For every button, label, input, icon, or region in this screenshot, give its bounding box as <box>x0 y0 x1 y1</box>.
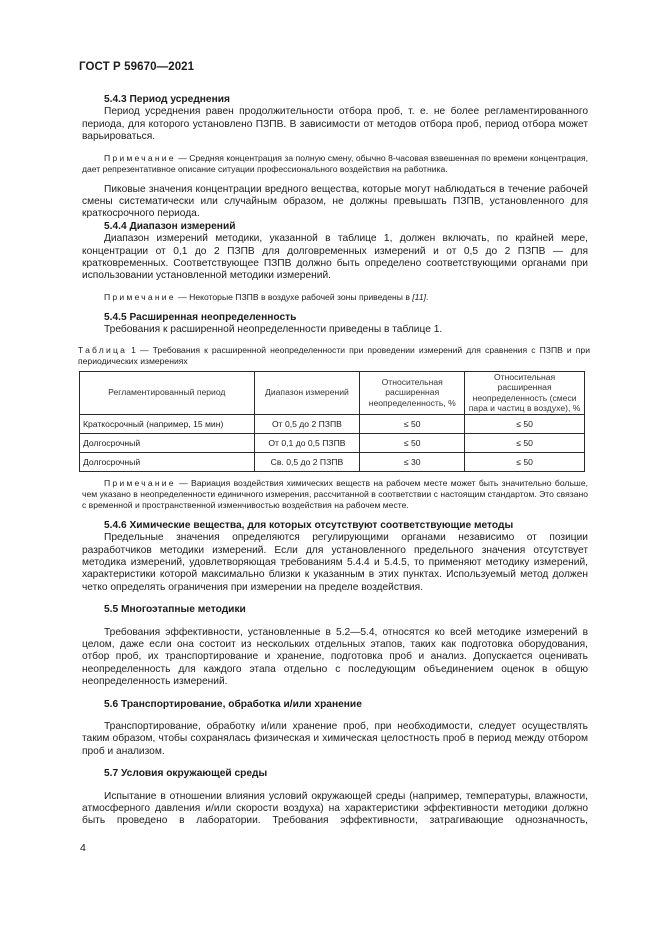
note-text: — Вариация воздействия химических веществ на рабочем месте может быть значительно больше, чем указано в неопределенности единичного измерения, рассчитанной в соответствии с настоящим стандартом. Это связано с временной и пространственной изменчивостью воздействия на рабочем месте. <box>82 477 588 510</box>
page-content <box>78 94 590 828</box>
section-5-4-3-paragraph-1: Период усреднения равен продолжительности отбора проб, т. е. не более регламентированного периода, для которого установлено ПЗПВ. В зависимости от методов отбора проб, период отбора может варьироваться. <box>82 106 588 143</box>
table-cell: ≤ 50 <box>465 433 585 452</box>
uncertainty-requirements-table <box>79 371 585 472</box>
table-row <box>80 433 585 452</box>
table-cell: ≤ 50 <box>360 414 465 433</box>
section-5-4-3-title: 5.4.3 Период усреднения <box>104 94 230 105</box>
note-label: Примечание <box>104 291 176 302</box>
section-5-4-4-paragraph-1: Диапазон измерений методики, указанной в таблице 1, должен включать, по крайней мере, концентрации от 0,1 до 2 ПЗПВ для долговременных измерений и от 0,5 до 2 ПЗПВ — для кратковременных. Соответствующее ПЗПВ должно быть определено соответствующими органами при использовании установленной методики измерений. <box>82 233 588 282</box>
section-5-4-4-note <box>82 292 588 303</box>
section-5-4-5-title: 5.4.5 Расширенная неопределенность <box>104 311 297 323</box>
section-5-4-3-note <box>82 153 588 175</box>
table-caption-label: Таблица <box>78 344 128 355</box>
table-cell: ≤ 50 <box>465 414 585 433</box>
table-row <box>80 414 585 433</box>
table-header-row <box>80 371 585 414</box>
section-5-5-paragraph-1: Требования эффективности, установленные в 5.2—5.4, относятся ко всей методике измерений в целом, даже если она состоит из нескольких отдельных этапов, таких как подготовка оборудования, отбор проб, их транспортирование и хранение, подготовка проб и анализ. Допускается оценивать неопределенность для каждого этапа отдельно с последующим объединением оценок в общую неопределенность измерений. <box>82 626 588 688</box>
table-cell: ≤ 30 <box>360 452 465 471</box>
section-5-4-4-title: 5.4.4 Диапазон измерений <box>104 220 236 232</box>
table-cell: ≤ 50 <box>465 452 585 471</box>
column-header-period: Регламентированный период <box>80 371 255 414</box>
table-cell: ≤ 50 <box>360 433 465 452</box>
section-5-7-title: 5.7 Условия окружающей среды <box>104 768 268 780</box>
note-label: Примечание <box>104 477 176 488</box>
table-cell: Долгосрочный <box>80 433 255 452</box>
note-label: Примечание <box>104 152 176 163</box>
column-header-range: Диапазон измерений <box>254 371 360 414</box>
table-row <box>80 452 585 471</box>
section-5-7-paragraph-1: Испытание в отношении влияния условий окружающей среды (например, температуры, влажности, атмосферного давления и/или скорости воздуха) на характеристики эффективности методики должно быть проведено в лаборатории. Требования эффективности, затрагивающие однозначность, <box>82 790 588 827</box>
note-text: — Некоторые ПЗПВ в воздухе рабочей зоны приведены в <box>175 291 413 302</box>
document-code: ГОСТ Р 59670—2021 <box>79 61 195 73</box>
reference-link: [11] <box>412 291 426 302</box>
section-5-4-6-paragraph-1: Предельные значения определяются регулирующими органами независимо от позиции разработчиков методики измерений. Если для установленного предельного значения отсутствует методика измерений, удовлетворяющая требованиям 5.4.4 и 5.4.5, то применяют методику измерений, характеристики которой максимально близки к указанным в этих пунктах. Используемый метод должен четко определять ограничения при измерении на пределе воздействия. <box>82 532 588 593</box>
table-cell: От 0,1 до 0,5 ПЗПВ <box>254 433 360 452</box>
section-5-6-paragraph-1: Транспортирование, обработку и/или хранение проб, при необходимости, следует осуществлять таким образом, чтобы сохранялась физическая и химическая целостность проб в период между отбором проб и анализом. <box>82 720 588 757</box>
table-cell: Краткосрочный (например, 15 мин) <box>80 414 255 433</box>
table-cell: Св. 0,5 до 2 ПЗПВ <box>254 452 360 471</box>
section-5-4-5-paragraph-1: Требования к расширенной неопределенности приведены в таблице 1. <box>104 324 443 336</box>
column-header-uncertainty-mixed: Относительная расширенная неопределенность (смеси пара и частиц в воздухе), % <box>465 371 585 414</box>
table-1-note <box>82 478 588 511</box>
table-caption-text: 1 — Требования к расширенной неопределенности при проведении измерений для сравнения с ПЗПВ и при периодических измерениях <box>78 344 590 366</box>
table-cell: Долгосрочный <box>80 452 255 471</box>
page-number: 4 <box>80 842 86 854</box>
column-header-uncertainty: Относительная расширенная неопределенность, % <box>360 371 465 414</box>
note-end: . <box>426 291 429 302</box>
table-cell: От 0,5 до 2 ПЗПВ <box>254 414 360 433</box>
note-text: — Средняя концентрация за полную смену, обычно 8-часовая взвешенная по времени концентрация, дает репрезентативное описание ситуации профессионального воздействия на работника. <box>82 152 588 174</box>
section-5-4-6-title: 5.4.6 Химические вещества, для которых отсутствуют соответствующие методы <box>104 519 514 531</box>
section-5-5-title: 5.5 Многоэтапные методики <box>104 604 246 616</box>
section-5-6-title: 5.6 Транспортирование, обработка и/или хранение <box>104 698 362 710</box>
section-5-4-3-paragraph-2: Пиковые значения концентрации вредного вещества, которые могут наблюдаться в течение рабочей смены систематически или случайным образом, не должны превышать ПЗПВ, установленного для краткосрочного периода. <box>82 183 588 220</box>
table-1-caption <box>78 345 590 367</box>
